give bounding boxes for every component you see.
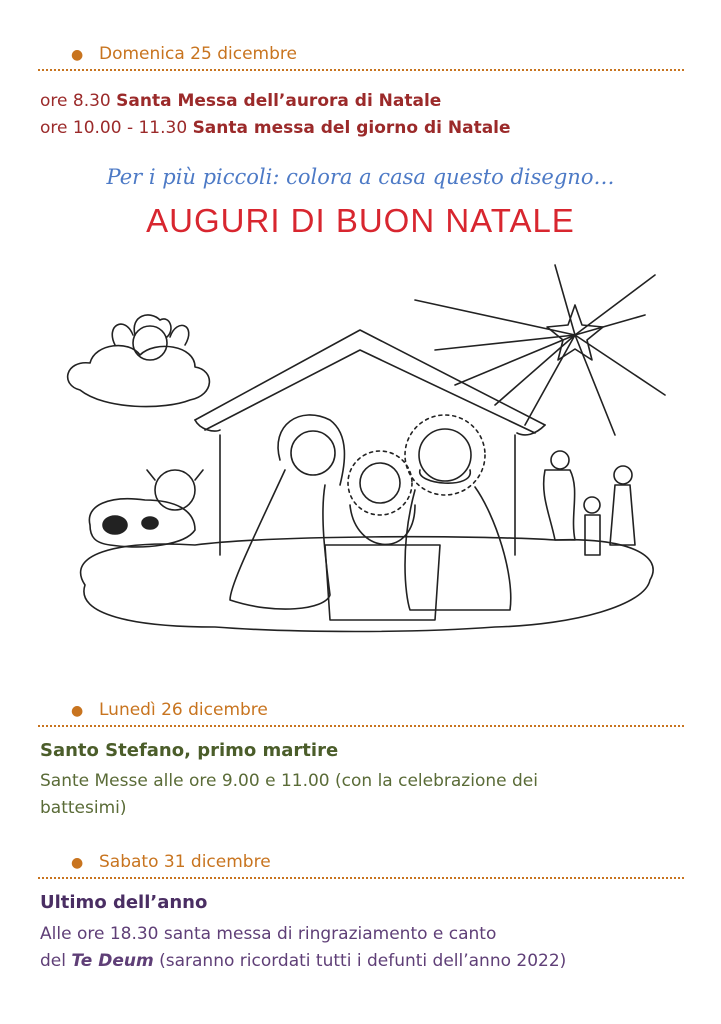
- te-deum: Te Deum: [71, 951, 154, 971]
- section-header-monday: [38, 700, 684, 727]
- section-header-saturday: [38, 852, 684, 879]
- stefano-line-2: battesimi): [40, 798, 127, 818]
- bullet-icon: ●: [71, 47, 84, 63]
- mass-title: Santa messa del giorno di Natale: [192, 118, 511, 138]
- new-year-line-1: Alle ore 18.30 santa messa di ringraziamento e canto: [40, 924, 497, 944]
- three-magi: [544, 451, 635, 555]
- mass-time: ore 8.30: [40, 91, 111, 111]
- nativity-illustration: [55, 255, 675, 675]
- manger: [325, 545, 440, 620]
- section-header-label: Lunedì 26 dicembre: [99, 700, 268, 720]
- cow: [89, 470, 203, 547]
- line-suffix: (saranno ricordati tutti i defunti dell’anno 2022): [159, 951, 567, 971]
- christmas-greeting: AUGURI DI BUON NATALE: [146, 202, 575, 239]
- mass-line-day: [40, 118, 511, 138]
- star-icon: [415, 265, 665, 435]
- line-prefix: del: [40, 951, 66, 971]
- kids-coloring-line: Per i più piccoli: colora a casa questo disegno…: [106, 165, 615, 189]
- section-header-label: Domenica 25 dicembre: [99, 44, 297, 64]
- snowy-ground: [81, 537, 654, 632]
- angel-on-cloud: [68, 315, 210, 407]
- new-year-title: Ultimo dell’anno: [40, 892, 208, 913]
- bullet-icon: ●: [71, 703, 84, 719]
- mass-time: ore 10.00 - 11.30: [40, 118, 188, 138]
- mass-line-dawn: [40, 91, 441, 111]
- joseph-figure: [405, 415, 511, 610]
- bullet-icon: ●: [71, 855, 84, 871]
- stefano-title: Santo Stefano, primo martire: [40, 740, 339, 761]
- new-year-line-2: [40, 948, 566, 975]
- stefano-line-1: Sante Messe alle ore 9.00 e 11.00 (con la celebrazione dei: [40, 771, 538, 791]
- section-header-label: Sabato 31 dicembre: [99, 852, 271, 872]
- section-header-sunday: [38, 44, 684, 71]
- mass-title: Santa Messa dell’aurora di Natale: [116, 91, 442, 111]
